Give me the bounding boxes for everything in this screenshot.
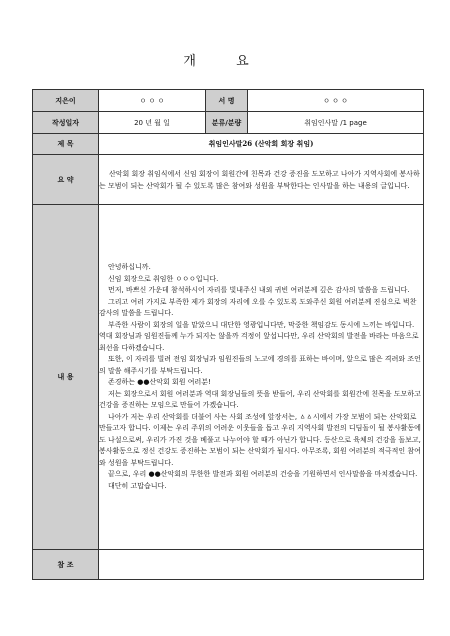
date-label: 작성일자 <box>33 112 99 134</box>
reference-label: 참 조 <box>33 550 99 580</box>
reference-row <box>33 550 424 580</box>
reference-value <box>99 550 424 580</box>
summary-text: 산악회 회장 취임식에서 신임 회장이 회원간에 친목과 건강 증진을 도모하고 나아가 지역사회에 봉사하는 모범이 되는 산악회가 될 수 있도록 많은 참여와 성원을 부탁한다는 인사말을 하는 내용의 글입니다. <box>99 155 424 205</box>
author-label: 지은이 <box>33 90 99 112</box>
content-paragraph: 나아가 저는 우리 산악회를 더불어 사는 사회 조성에 앞장서는, ㅿㅿ시에서 가장 모범이 되는 산악회로 만들고자 합니다. 이제는 우리 주위의 어려운 이웃들을 돕고 우리 지역사회 발전의 디딤돌이 될 봉사활동에도 나설으로써, 우리가 가진 것을 베풀고 나누어야 할 때가 아닌가 합니다. 등산으로 육체의 건강을 돌보고, 봉사활동으로 정신 건강도 증진하는 모범이 되는 산악회가 될시다. 아무조록, 회원 여러분의 적극적인 참여와 성원을 부탁드립니다. <box>99 412 421 467</box>
title-label: 제 목 <box>33 134 99 155</box>
content-paragraph: 안녕하십니까. <box>108 263 151 271</box>
document-title: 개 요 <box>183 54 267 69</box>
summary-row <box>33 155 424 205</box>
author-value: ㅇ ㅇ ㅇ <box>99 90 206 112</box>
summary-label: 요 약 <box>33 155 99 205</box>
editor-value: ㅇ ㅇ ㅇ <box>248 90 424 112</box>
content-paragraph: 또한, 이 자리를 빌려 전임 회장님과 임원진들의 노고에 경의를 표하는 바이며, 앞으로 많은 격려와 조언의 말씀 해주시기를 부탁드립니다. <box>99 355 421 375</box>
overview-form-table <box>32 89 424 580</box>
date-row <box>33 112 424 134</box>
content-paragraph: 부족한 사람이 회장의 일을 맡았으니 대단한 영광입니다만, 막중한 책임감도 동시에 느끼는 바입니다. 역대 회장님과 임원진들께 누가 되지는 않을까 걱정이 앞섭니다만, 우리 산악회의 발전을 바라는 마음으로 최선을 다하겠습니다. <box>99 320 419 352</box>
content-paragraph: 먼저, 바쁘신 가운데 참석하시어 자리를 빛내주신 내외 귀빈 여러분께 깊은 감사의 말씀을 드립니다. <box>108 286 410 294</box>
date-value: 20 년 월 일 <box>99 112 206 134</box>
content-paragraph: 끝으로, 우리 ●●산악회의 무한한 발전과 회원 여러분의 건승을 기원하면서 인사말씀을 마치겠습니다. <box>108 470 418 478</box>
document-subject: 취임인사말26 (산악회 회장 취임) <box>99 134 424 155</box>
editor-label: 서 명 <box>206 90 248 112</box>
content-row <box>33 205 424 550</box>
content-body <box>99 205 424 550</box>
content-label: 내 용 <box>33 205 99 550</box>
content-paragraph: 대단히 고맙습니다. <box>108 481 167 490</box>
content-paragraph: 그리고 여러 가지로 부족한 제가 회장의 자리에 오를 수 있도록 도와주신 회원 여러분께 진심으로 벅찬 감사의 말씀을 드립니다. <box>99 297 417 317</box>
title-row <box>33 134 424 155</box>
content-paragraph: 존경하는 ●●산악회 회원 여러분! <box>108 378 211 386</box>
content-paragraph: 저는 회장으로서 회원 여러분과 역대 회장님들의 뜻을 받들어, 우리 산악회를 회원간에 친목을 도모하고 건강을 증진하는 모임으로 만들어 가겠습니다. <box>99 389 421 409</box>
category-value: 취임인사말 /1 page <box>248 112 424 134</box>
category-label: 분류/분량 <box>206 112 248 134</box>
author-row <box>33 90 424 112</box>
content-paragraph: 신임 회장으로 취임한 ㅇㅇㅇ입니다. <box>108 274 219 283</box>
